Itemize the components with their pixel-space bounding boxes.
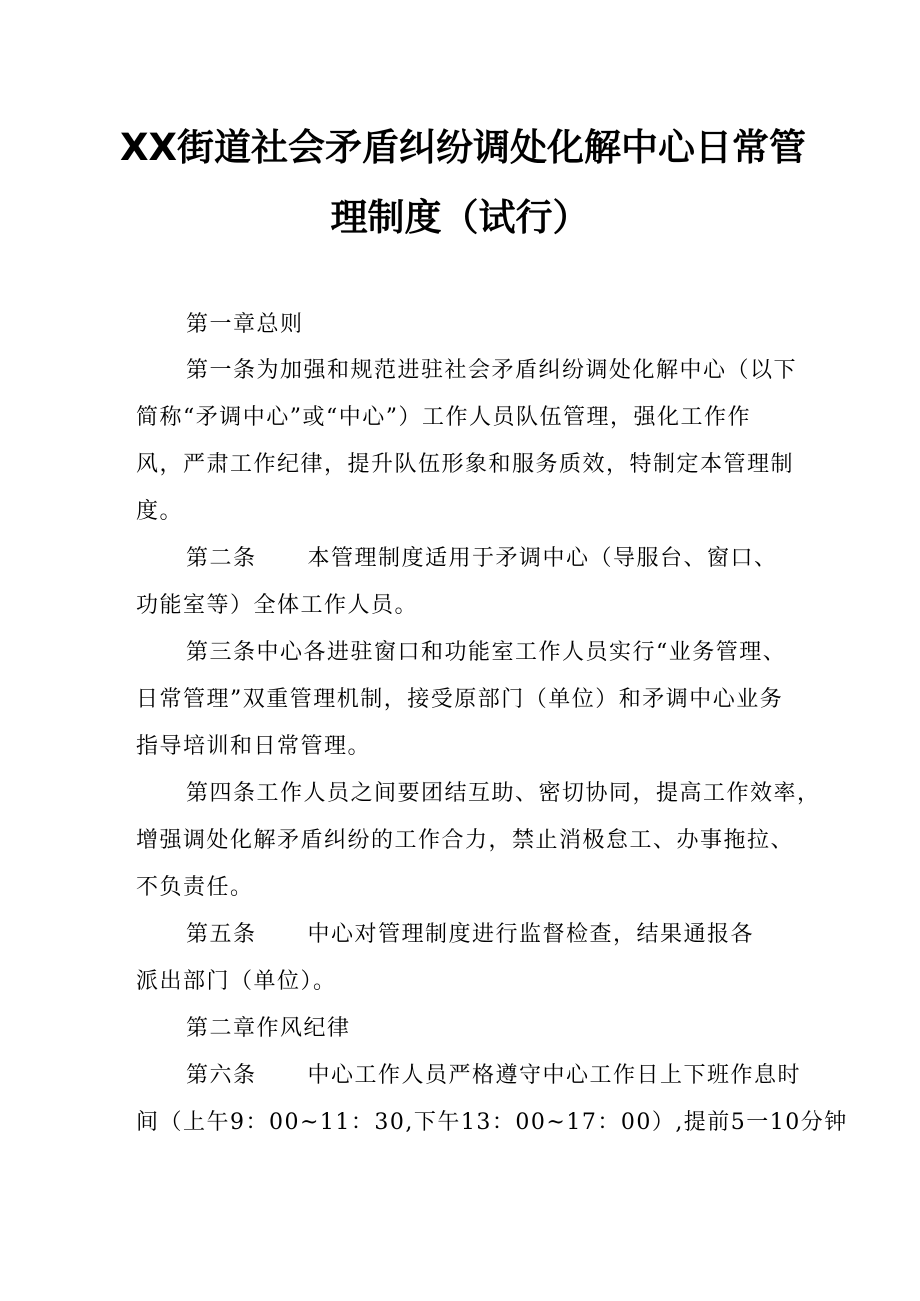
article-4-line-3: 不负责任。 — [136, 875, 254, 900]
article-2-line-2: 功能室等）全体工作人员。 — [136, 593, 419, 618]
article-1-line-1: 第一条为加强和规范进驻社会矛盾纠纷调处化解中心（以下 — [186, 358, 798, 383]
article-2-line-1: 第二条 本管理制度适用于矛调中心（导服台、窗口、 — [186, 546, 778, 571]
article-5-line-2: 派出部门（单位）。 — [136, 969, 337, 994]
article-4-line-2: 增强调处化解矛盾纠纷的工作合力，禁止消极怠工、办事拖拉、 — [136, 828, 795, 853]
article-3-line-3: 指导培训和日常管理。 — [136, 734, 372, 759]
chapter-heading-discipline: 第二章作风纪律 — [186, 1016, 351, 1041]
document-title-line-2: 理制度（试行） — [330, 196, 590, 239]
chapter-heading-general: 第一章总则 — [186, 312, 304, 337]
article-1-line-3: 风，严肃工作纪律，提升队伍形象和服务质效，特制定本管理制 — [136, 452, 795, 477]
article-1-line-4: 度。 — [136, 499, 184, 524]
article-5-line-1: 第五条 中心对管理制度进行监督检查，结果通报各 — [186, 922, 754, 947]
article-1-line-2: 简称“矛调中心”或“中心”）工作人员队伍管理，强化工作作 — [136, 405, 751, 430]
document-title-line-1: XX街道社会矛盾纠纷调处化解中心日常管 — [120, 126, 807, 169]
article-3-line-1: 第三条中心各进驻窗口和功能室工作人员实行“业务管理、 — [186, 640, 787, 665]
article-6-line-1: 第六条 中心工作人员严格遵守中心工作日上下班作息时 — [186, 1063, 801, 1088]
article-6-line-2: 间（上午9：00~11：30,下午13：00~17：00）,提前5一10分钟 — [136, 1110, 848, 1135]
article-3-line-2: 日常管理”双重管理机制，接受原部门（单位）和矛调中心业务 — [136, 687, 784, 712]
article-4-line-1: 第四条工作人员之间要团结互助、密切协同，提高工作效率， — [186, 781, 821, 806]
